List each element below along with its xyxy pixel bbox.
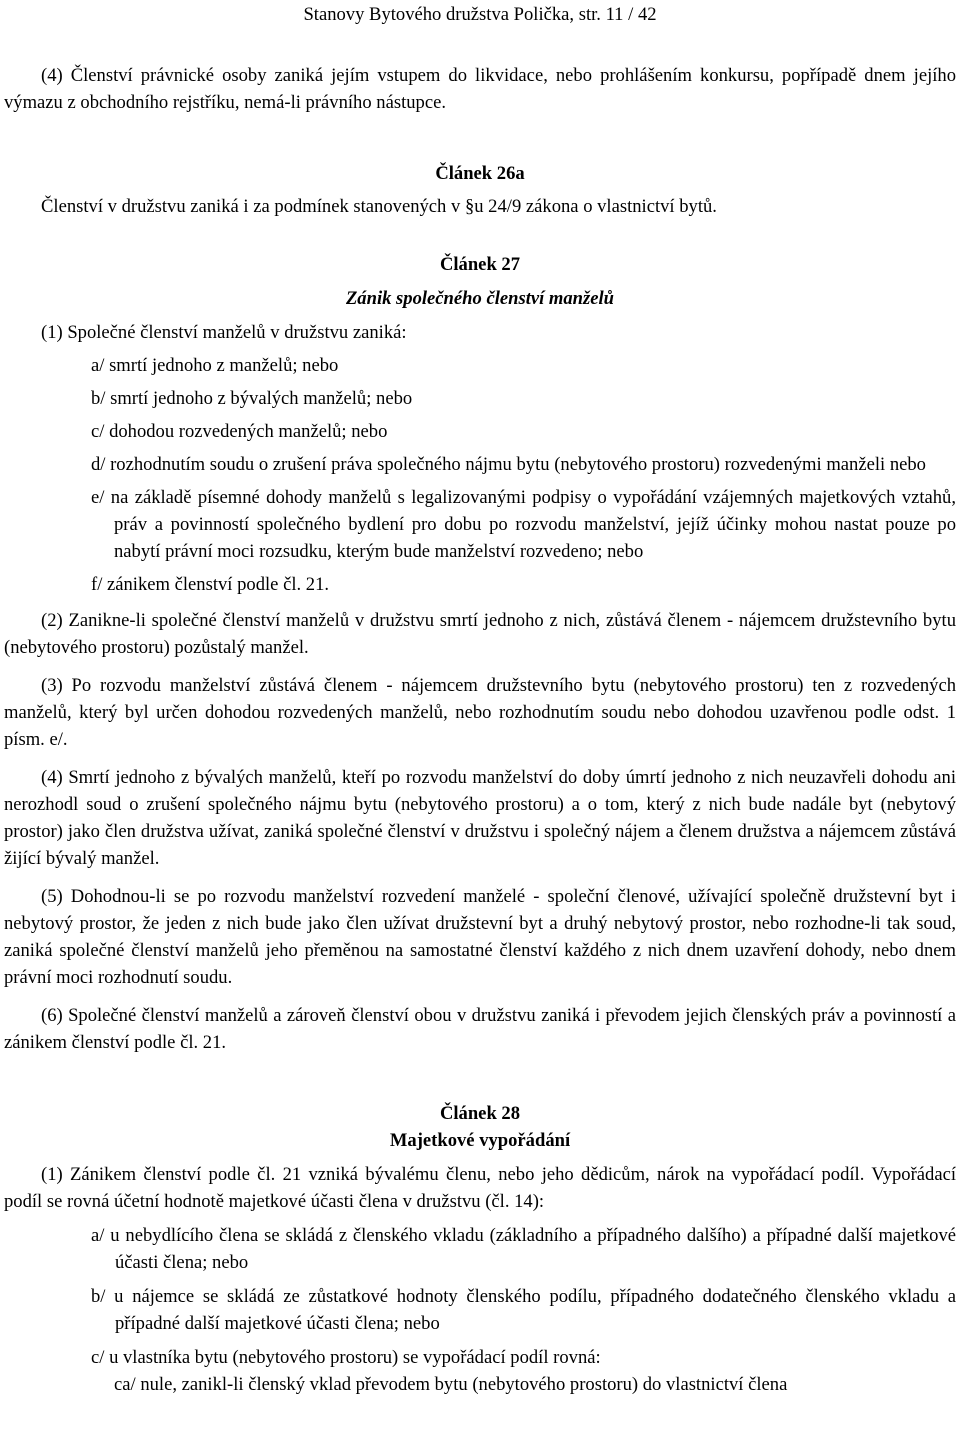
- article-28-paragraph-1: (1) Zánikem členství podle čl. 21 vzniká bývalému členu, nebo jeho dědicům, nárok na vypořádací podíl. Vypořádací podíl se rovná účetní hodnotě majetkové účasti člena v družstvu (čl. 14):: [4, 1164, 956, 1212]
- article-28-title: Článek 28: [439, 1103, 521, 1124]
- article-27-title: Článek 27: [439, 254, 521, 275]
- list-item: e/ na základě písemné dohody manželů s legalizovanými podpisy o vypořádání vzájemných majetkových vztahů, práv a povinností společného bydlení pro dobu po rozvodu manželství, jejíž účinky mohou nastat pouze po nabytí právní moci rozsudku, kterým bude manželství rozvedeno; nebo: [91, 487, 956, 562]
- list-item: d/ rozhodnutím soudu o zrušení práva společného nájmu bytu (nebytového prostoru) rozvedenými manželi nebo: [91, 454, 926, 475]
- article-26a-title: Článek 26a: [435, 163, 525, 184]
- document-page: [4, 0, 956, 1398]
- paragraph-membership-legal-entity: (4) Členství právnické osoby zaniká jejím vstupem do likvidace, nebo prohlášením konkursu, popřípadě dnem jejího výmazu z obchodního rejstříku, nemá-li právního nástupce.: [4, 65, 956, 113]
- list-item: c/ u vlastníka bytu (nebytového prostoru) se vypořádací podíl rovná:: [91, 1347, 601, 1368]
- article-27-paragraph-5: (5) Dohodnou-li se po rozvodu manželství rozvedení manželé - společní členové, užívající společně družstevní byt i nebytový prostor, že jeden z nich bude jako člen užívat družstevní byt a druhý nebytový prostor, nebo rozhodne-li tak soud, zaniká společné členství manželů jeho přeměnou na samostatné členství každého z nich dnem uzavření dohody, nebo dnem právní moci rozhodnutí soudu.: [4, 886, 956, 988]
- list-item: a/ u nebydlícího člena se skládá z členského vkladu (základního a případného dalšího) a případné další majetkové účasti člena; nebo: [91, 1225, 956, 1273]
- list-item: b/ u nájemce se skládá ze zůstatkové hodnoty členského podílu, případného dodatečného členského vkladu a případné další majetkové účasti člena; nebo: [91, 1286, 956, 1334]
- article-27-paragraph-6: (6) Společné členství manželů a zároveň členství obou v družstvu zaniká i převodem jejich členských práv a povinností a zánikem členství podle čl. 21.: [4, 1005, 956, 1053]
- article-28-subtitle: Majetkové vypořádání: [389, 1130, 571, 1151]
- list-item: c/ dohodou rozvedených manželů; nebo: [91, 421, 388, 442]
- article-27-subtitle: Zánik společného členství manželů: [345, 288, 615, 309]
- list-subitem: ca/ nule, zanikl-li členský vklad převodem bytu (nebytového prostoru) do vlastnictví člena: [114, 1374, 788, 1395]
- article-27-paragraph-4: (4) Smrtí jednoho z bývalých manželů, kteří po rozvodu manželství do doby úmrtí jednoho z nich neuzavřeli dohodu ani nerozhodl soud o zrušení společného nájmu bytu (nebytového prostoru) a o tom, který z nich bude nadále byt (nebytový prostor) jako člen družstva užívat, zaniká společné členství v družstvu i společný nájem a členem družstva a nájemcem zůstává žijící bývalý manžel.: [4, 767, 956, 869]
- page-header: Stanovy Bytového družstva Polička, str. 11 / 42: [303, 4, 657, 25]
- article-27-paragraph-3: (3) Po rozvodu manželství zůstává členem - nájemcem družstevního bytu (nebytového prostoru) ten z rozvedených manželů, který byl určen dohodou rozvedených manželů, nebo rozhodnutím soudu nebo dohodou uzavřenou podle odst. 1 písm. e/.: [4, 675, 956, 750]
- list-item: b/ smrtí jednoho z bývalých manželů; nebo: [91, 388, 413, 409]
- list-item: f/ zánikem členství podle čl. 21.: [91, 574, 330, 595]
- article-27-paragraph-2: (2) Zanikne-li společné členství manželů v družstvu smrtí jednoho z nich, zůstává členem - nájemcem družstevního bytu (nebytového prostoru) pozůstalý manžel.: [4, 610, 956, 658]
- list-item: a/ smrtí jednoho z manželů; nebo: [91, 355, 339, 376]
- article-27-lead: (1) Společné členství manželů v družstvu zaniká:: [41, 322, 407, 343]
- article-26a-text: Členství v družstvu zaniká i za podmínek stanovených v §u 24/9 zákona o vlastnictví bytů.: [41, 196, 717, 217]
